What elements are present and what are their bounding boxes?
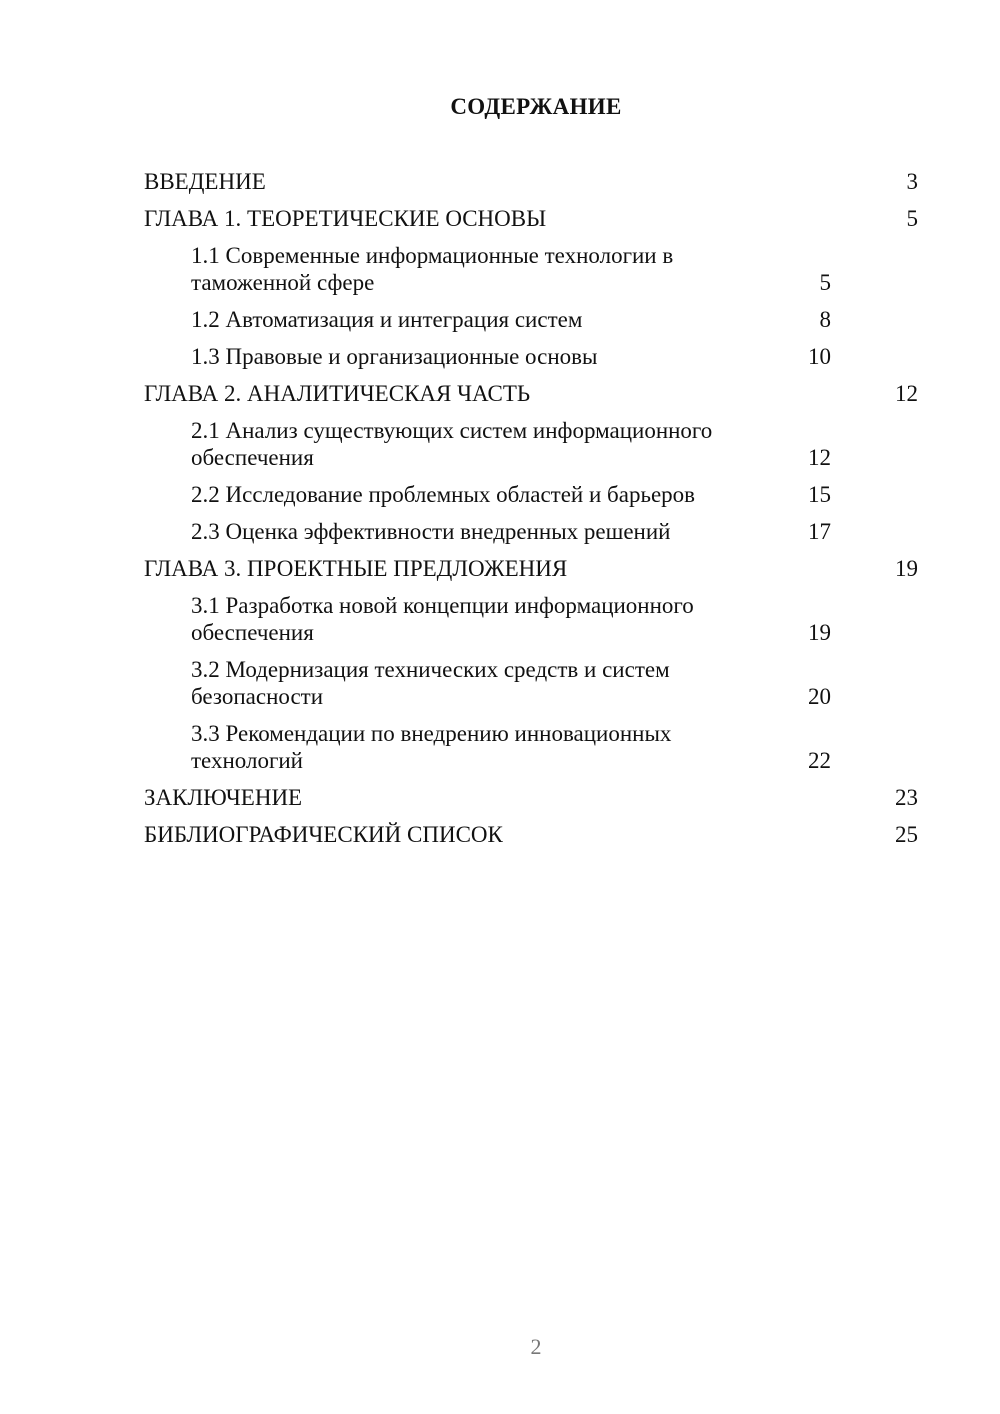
toc-entry-title: 2.2 Исследование проблемных областей и барьеров (191, 482, 696, 507)
toc-entry-page: 8 (819, 307, 831, 332)
toc-entry-title: ГЛАВА 3. ПРОЕКТНЫЕ ПРЕДЛОЖЕНИЯ (144, 556, 568, 581)
toc-entry-section-1-1 (144, 242, 918, 296)
toc-entry-page: 17 (808, 519, 831, 544)
toc-entry-section-2-3 (144, 518, 918, 545)
toc-entry-page: 12 (895, 381, 918, 406)
toc-entry-section-2-1 (144, 417, 918, 471)
toc-entry-section-3-3 (144, 720, 918, 774)
table-of-contents (144, 168, 918, 858)
toc-entry-conclusion (144, 784, 918, 811)
toc-entry-page: 15 (808, 482, 831, 507)
toc-entry-chapter-3 (144, 555, 918, 582)
toc-entry-page: 25 (895, 822, 918, 847)
toc-entry-section-3-1 (144, 592, 918, 646)
toc-entry-section-1-2 (144, 306, 918, 333)
toc-entry-title: 1.1 Современные информационные технологии в таможенной сфере (191, 243, 674, 295)
toc-entry-title: 3.3 Рекомендации по внедрению инновационных технологий (191, 721, 672, 773)
toc-entry-title: 3.2 Модернизация технических средств и систем безопасности (191, 657, 670, 709)
toc-entry-chapter-1 (144, 205, 918, 232)
toc-entry-title: ВВЕДЕНИЕ (144, 169, 266, 194)
toc-entry-page: 3 (906, 169, 918, 194)
toc-entry-page: 19 (808, 620, 831, 645)
toc-entry-section-3-2 (144, 656, 918, 710)
toc-entry-section-2-2 (144, 481, 918, 508)
toc-entry-introduction (144, 168, 918, 195)
toc-entry-title: 1.2 Автоматизация и интеграция систем (191, 307, 583, 332)
toc-entry-page: 10 (808, 344, 831, 369)
toc-entry-title: 2.3 Оценка эффективности внедренных решений (191, 519, 671, 544)
toc-entry-title: ГЛАВА 2. АНАЛИТИЧЕСКАЯ ЧАСТЬ (144, 381, 531, 406)
toc-entry-chapter-2 (144, 380, 918, 407)
toc-entry-page: 23 (895, 785, 918, 810)
page-number: 2 (530, 1334, 542, 1359)
toc-entry-page: 12 (808, 445, 831, 470)
toc-entry-title: ЗАКЛЮЧЕНИЕ (144, 785, 303, 810)
toc-entry-title: 2.1 Анализ существующих систем информационного обеспечения (191, 418, 713, 470)
toc-entry-title: БИБЛИОГРАФИЧЕСКИЙ СПИСОК (144, 822, 503, 847)
toc-entry-page: 19 (895, 556, 918, 581)
toc-entry-page: 20 (808, 684, 831, 709)
toc-entry-page: 22 (808, 748, 831, 773)
toc-entry-title: 1.3 Правовые и организационные основы (191, 344, 598, 369)
toc-heading: СОДЕРЖАНИЕ (450, 94, 622, 119)
toc-entry-title: 3.1 Разработка новой концепции информационного обеспечения (191, 593, 694, 645)
toc-entry-page: 5 (906, 206, 918, 231)
toc-entry-section-1-3 (144, 343, 918, 370)
toc-entry-page: 5 (819, 270, 831, 295)
toc-entry-bibliography (144, 821, 918, 848)
toc-entry-title: ГЛАВА 1. ТЕОРЕТИЧЕСКИЕ ОСНОВЫ (144, 206, 547, 231)
